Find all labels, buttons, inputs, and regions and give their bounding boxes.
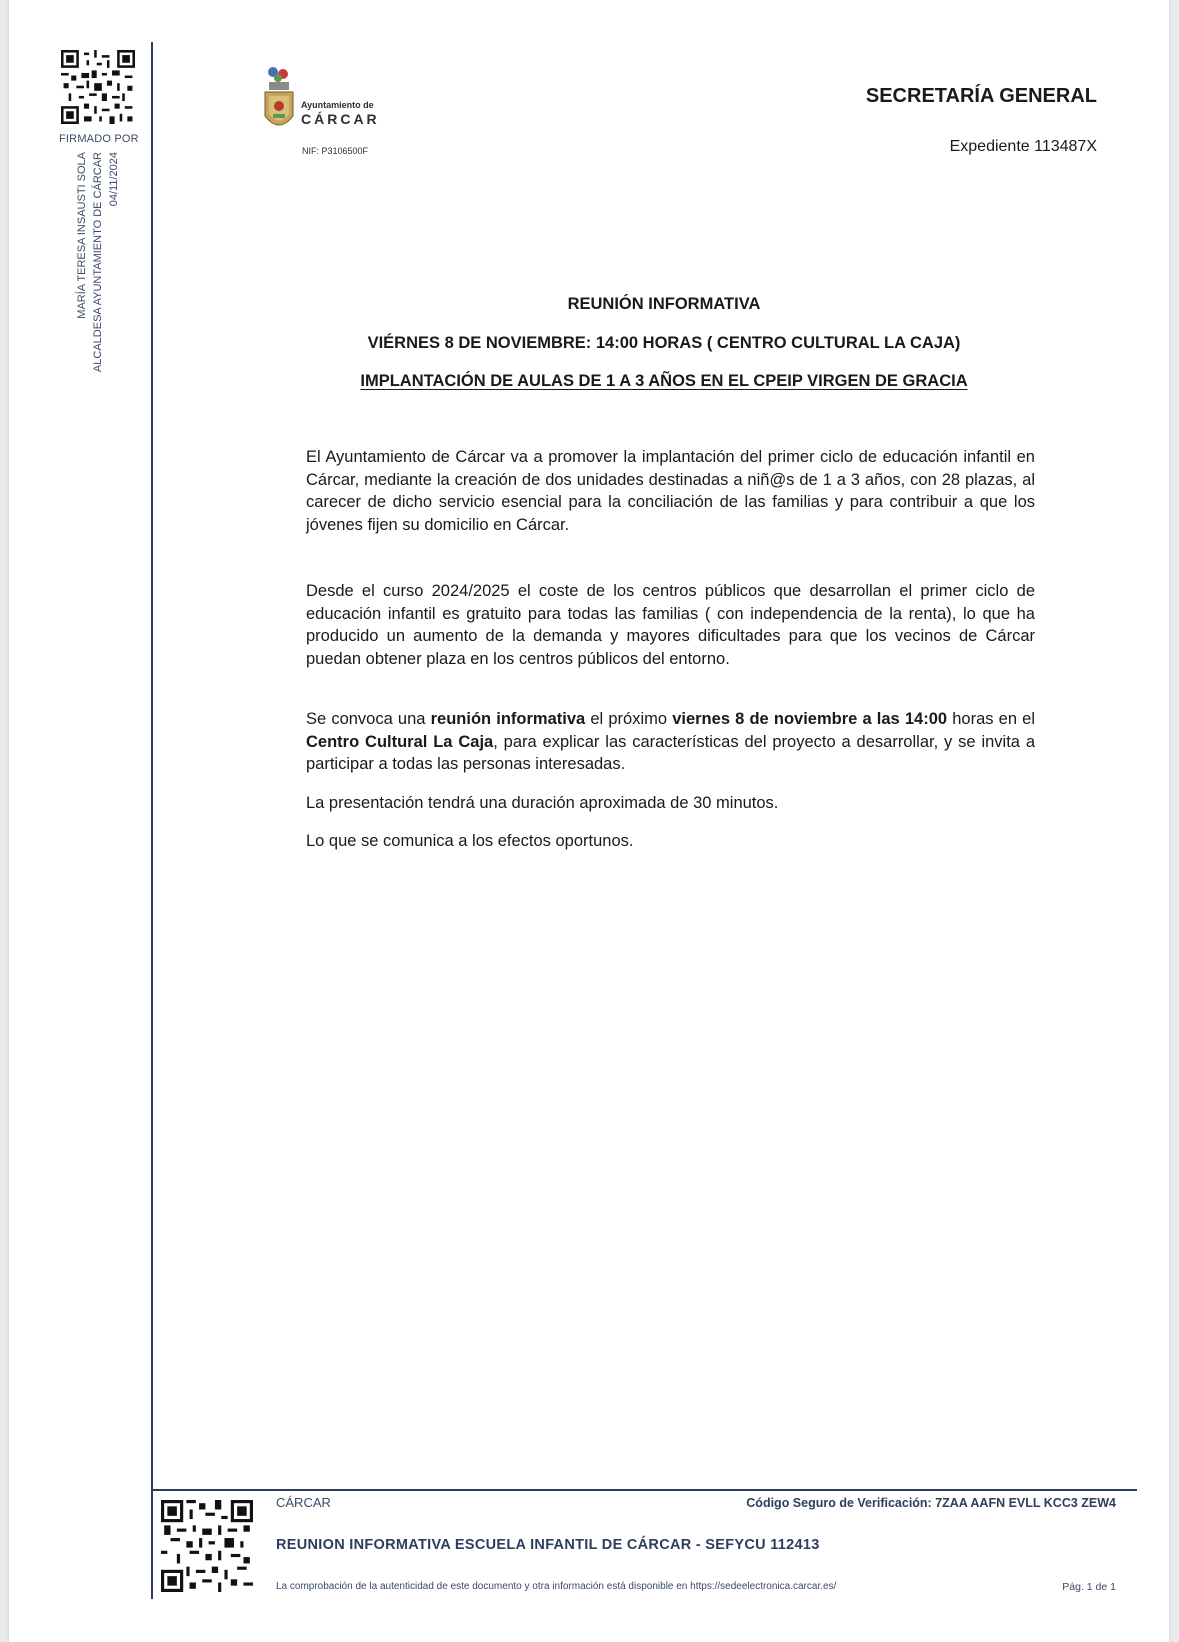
signer-name: MARÍA TERESA INSAUSTI SOLA [76, 152, 88, 319]
paragraph-1: El Ayuntamiento de Cárcar va a promover la implantación del primer ciclo de educación infantil en Cárcar, mediante la creación de dos unidades destinadas a niñ@s de 1 a 3 años, con 28 plazas, al carecer de dicho servicio esencial para la conciliación de las familias y para contribuir a que los jóvenes fijen su domicilio en Cárcar. [306, 448, 1035, 534]
verification-code: Código Seguro de Verificación: 7ZAA AAFN EVLL KCC3 ZEW4 [746, 1496, 1116, 1510]
signature-block [73, 152, 133, 372]
document-page [9, 0, 1169, 1642]
paragraph-3 [306, 708, 1035, 776]
p3-text-c: el próximo [585, 710, 673, 728]
signer-role: ALCALDESA AYUNTAMIENTO DE CÁRCAR [92, 152, 104, 373]
sign-date: 04/11/2024 [108, 152, 120, 207]
p3-bold-date: viernes 8 de noviembre a las 14:00 [672, 710, 948, 728]
page-number: Pág. 1 de 1 [1062, 1581, 1116, 1593]
margin-rule [151, 42, 153, 1599]
logo-line-2: CÁRCAR [301, 111, 380, 127]
expediente-number: Expediente 113487X [949, 138, 1097, 155]
footer-document-title: REUNION INFORMATIVA ESCUELA INFANTIL DE CÁRCAR - SEFYCU 112413 [276, 1537, 820, 1553]
signed-by-label: FIRMADO POR [59, 133, 139, 145]
qr-code-top [61, 50, 135, 124]
paragraph-4: La presentación tendrá una duración aproximada de 30 minutos. [306, 794, 779, 812]
municipality-logo [259, 64, 399, 140]
footer-city: CÁRCAR [276, 1495, 331, 1510]
p3-text-a: Se convoca una [306, 710, 431, 728]
p3-bold-venue: Centro Cultural La Caja [306, 732, 494, 751]
qr-code-bottom [161, 1500, 253, 1592]
p3-text-g: , para explicar las características del proyecto a desarrollar, y se invita a participar a todas las personas interesadas. [306, 732, 1035, 773]
footer-rule [153, 1489, 1137, 1491]
nif-number: NIF: P3106500F [302, 146, 369, 156]
coat-of-arms-icon [259, 64, 299, 136]
subject-title: IMPLANTACIÓN DE AULAS DE 1 A 3 AÑOS EN EL CPEIP VIRGEN DE GRACIA [360, 372, 968, 390]
department-title: SECRETARÍA GENERAL [865, 85, 1097, 107]
logo-line-1: Ayuntamiento de [301, 100, 374, 110]
paragraph-5: Lo que se comunica a los efectos oportunos. [306, 832, 634, 850]
paragraph-2: Desde el curso 2024/2025 el coste de los centros públicos que desarrollan el primer ciclo de educación infantil es gratuito para todas las familias ( con independencia de la renta), lo que ha producido un aumento de la demanda y mayores dificultades para que los vecinos de Cárcar puedan obtener plaza en los centros públicos del entorno. [306, 582, 1035, 668]
p3-bold-meeting: reunión informativa [430, 710, 586, 728]
meeting-date-title: VIÉRNES 8 DE NOVIEMBRE: 14:00 HORAS ( CENTRO CULTURAL LA CAJA) [367, 334, 961, 352]
authenticity-note: La comprobación de la autenticidad de este documento y otra información está disponible en https://sedeelectronica.carcar.es/ [276, 1581, 837, 1592]
p3-text-e: horas en el [947, 710, 1035, 728]
main-title: REUNIÓN INFORMATIVA [567, 295, 761, 313]
